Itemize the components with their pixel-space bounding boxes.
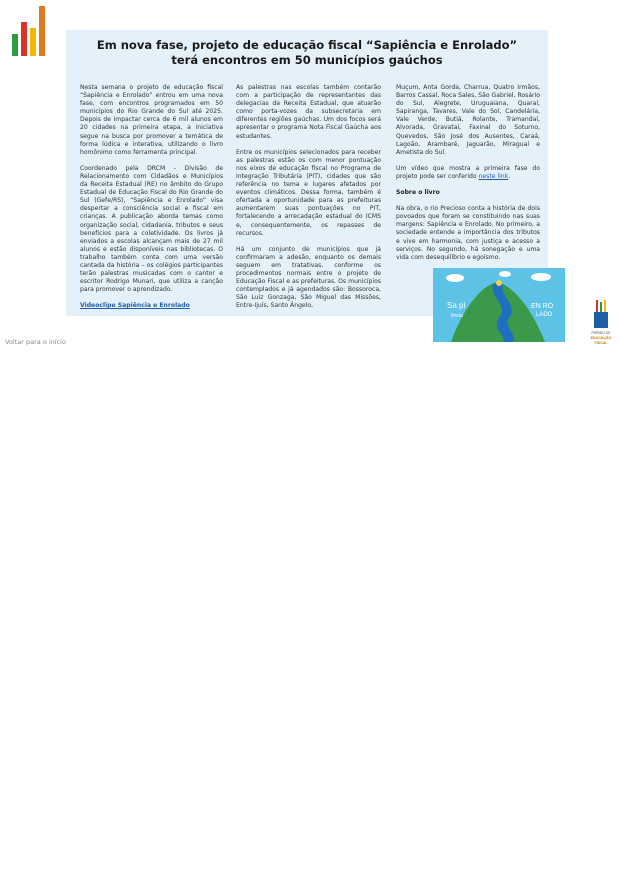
- pencil-icon: [596, 300, 598, 314]
- article-column-2: [236, 84, 381, 318]
- back-to-top-link[interactable]: Voltar para o início: [5, 338, 66, 346]
- video-text: Um vídeo que mostra a primeira fase do projeto pode ser conferido: [396, 164, 540, 180]
- paragraph: Muçum, Anta Gorda, Charrua, Quatro Irmãos, Barros Cassal, Roca Sales, São Gabriel, Rosário do Sul, Alegrete, Uruguaiana, Quaraí, Sapiranga, Tavares, Vale do Sol, Candelária, Vale Verde, Butiá, Rolante, Tramandaí, Alvorada, Gravataí, Faxinal do Soturno, Quevedos, São José dos Ausentes, Caraá, Lagoão, Arambaré, Jaguarão, Miraguaí e Ametista do Sul.: [396, 84, 540, 156]
- videoclip-link[interactable]: Videoclipe Sapiência e Enrolado: [80, 302, 190, 310]
- site-logo[interactable]: [12, 6, 48, 62]
- book-illustration: [433, 268, 565, 342]
- cloud-icon: [446, 274, 464, 282]
- badge-line-2: EDUCAÇÃO: [590, 336, 612, 340]
- badge-line-3: FISCAL: [594, 341, 608, 345]
- video-text-end: .: [508, 172, 511, 180]
- pencil-cup-icon: [594, 312, 608, 328]
- cloud-icon: [531, 273, 551, 281]
- illustration-title-left: Sa pi: [447, 301, 466, 310]
- illustration-title-right: EN RO: [531, 303, 554, 310]
- logo-bar-orange: [39, 6, 45, 56]
- paragraph: Entre os municípios selecionados para receber as palestras estão os com menor pontuação nos eixos de educação fiscal no Programa de Integração Tributária (PIT), cidades que são referência no tema e lugares afetados por eventos climáticos. Dessa forma, também é ofertada a oportunidade para as prefeituras aumentarem suas pontuações no PIT, fortalecendo a arrecadação estadual do ICMS e, consequentemente, os repasses de recursos.: [236, 148, 381, 237]
- badge-line-1: PRÊMIO DE: [591, 331, 611, 335]
- title-line-1: Em nova fase, projeto de educação fiscal “Sapiência e Enrolado”: [96, 38, 518, 52]
- paragraph: Há um conjunto de municípios que já confirmaram a adesão, enquanto os demais seguem em tratativas, conforme os procedimentos normais entre o projeto de Educação Fiscal e as prefeituras. Os municípios contemplados e já agendados são: Bossoroca, São Luiz Gonzaga, São Miguel das Missões, Entre-Ijuís, Santo Ângelo,: [236, 245, 381, 310]
- paragraph: Coordenado pela DRCM - Divisão de Relacionamento com Cidadãos e Municípios da Receita Estadual (RE) no âmbito do Grupo Estadual de Educação Fiscal do Rio Grande do Sul (Gefe/RS), “Sapiência e Enrolado” visa despertar a consciência social e fiscal em crianças. A publicação aborda temas como organização social, cidadania, tributos e seus benefícios para a coletividade. Os livros já enviados a escolas alcançam mais de 27 mil alunos e estão disponíveis nas bibliotecas. O trabalho também conta com uma versão cantada da história – os colégios participantes terão palestras musicadas com o cantor e escritor Rodrigo Munari, que utiliza a canção para promover o aprendizado.: [80, 164, 223, 294]
- pencil-icon: [604, 300, 606, 314]
- education-prize-badge: [586, 300, 616, 350]
- village-icon: [496, 280, 502, 286]
- logo-bar-green: [12, 34, 18, 56]
- video-link[interactable]: neste link: [478, 172, 509, 180]
- article-title: [66, 38, 548, 68]
- article-column-3: [396, 84, 540, 270]
- paragraph: Nesta semana o projeto de educação fiscal “Sapiência e Enrolado” entrou em uma nova fase, com encontros programados em 50 municípios do Rio Grande do Sul até 2025. Depois de impactar cerca de 6 mil alunos em 20 cidades na primeira etapa, a iniciativa segue na busca por promover a temática de forma lúdica e interativa, utilizando o livro homônimo como ferramenta principal.: [80, 84, 223, 156]
- paragraph: Na obra, o rio Precioso conta a história de dois povoados que foram se constituindo nas suas margens: Sapiência e Enrolado. No primeiro, a sociedade entende a importância dos tributos e vive em harmonia, com justiça e acesso a serviços. No segundo, há sonegação e uma vida com desequilíbrio e egoísmo.: [396, 205, 540, 261]
- logo-bar-yellow: [30, 28, 36, 56]
- article-column-1: [80, 84, 223, 318]
- cloud-icon: [499, 271, 511, 277]
- paragraph: As palestras nas escolas também contarão com a participação de representantes das delegacias da Receita Estadual, que atuarão como porta-vozes da subsecretaria em diferentes regiões gaúchas. Um dos focos será apresentar o programa Nota Fiscal Gaúcha aos estudantes.: [236, 84, 381, 140]
- title-line-2: terá encontros em 50 municípios gaúchos: [171, 53, 443, 67]
- paragraph-video: [396, 165, 540, 181]
- illustration-title-right-2: LADO: [536, 312, 553, 318]
- illustration-title-left-2: ência: [451, 313, 463, 319]
- logo-bar-red: [21, 22, 27, 56]
- section-heading: Sobre o livro: [396, 189, 440, 197]
